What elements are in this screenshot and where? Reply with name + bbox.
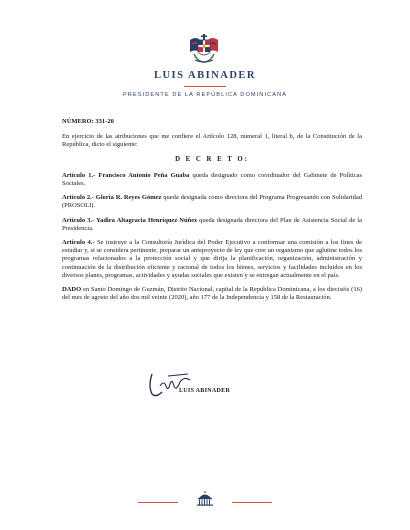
coat-of-arms-icon [186, 30, 222, 66]
article-2 [62, 194, 362, 210]
article-2-lead: Artículo 2.- Gloria R. Reyes Gómez [62, 194, 162, 202]
article-3-lead: Artículo 3.- Yadira Altagracia Henríquez Núñez [62, 216, 197, 224]
document-body [62, 118, 362, 308]
decree-number: NÚMERO: 331-20 [62, 118, 114, 125]
dado-paragraph [62, 286, 362, 302]
article-4 [62, 239, 362, 280]
dado-lead: DADO [62, 286, 82, 294]
article-3 [62, 217, 362, 233]
header-subtitle: PRESIDENTE DE LA REPÚBLICA DOMINICANA [122, 92, 288, 98]
footer-divider-right [232, 502, 272, 503]
intro-paragraph: En ejercicio de las atribuciones que me confiere el Artículo 128, numeral 1, literal b, de la Constitución de la República, dicto el siguiente: [62, 133, 362, 149]
header-divider [184, 86, 226, 87]
footer-divider-left [138, 502, 178, 503]
article-2-text: queda designada como directora del Programa Progresando con Solidaridad (PROSOLI). [62, 194, 362, 210]
decree-heading: D E C R E T O: [175, 155, 249, 163]
article-3-text: queda designada directora del Plan de Asistencia Social de la Presidencia. [62, 216, 362, 232]
palace-icon [195, 491, 215, 506]
article-1-lead: Artículo 1.- Francisco Antonio Peña Guaba [62, 171, 190, 179]
article-4-text: Se instruye a la Consultoría Jurídica del Poder Ejecutivo a conformar una comisión a los fines de estudiar y, si se considera pertinente, preparar un anteproyecto de ley que cree un organismo que aglutine todos los programas relacionados a la protección social y que dirija la planificación, organización, administración y continuación de la distribución eficiente y racional de todos los bienes, servicios y facilidades incluidos en los diversos planes, programas, actividades y ayudas sociales que existen y se entregan actualmente en el país. [62, 239, 362, 279]
signature-name: LUIS ABINADER [179, 388, 231, 394]
article-1-text: queda designado como coordinador del Gabinete de Políticas Sociales. [62, 171, 362, 188]
header-name: LUIS ABINADER [153, 70, 257, 81]
dado-text: en Santo Domingo de Guzmán, Distrito Nacional, capital de la República Dominicana, a los dieciséis (16) del mes de agosto del año dos mil veinte (2020), año 177 de la Independencia y 158 de la Restauración. [62, 286, 362, 302]
handwritten-signature [146, 368, 206, 400]
article-1 [62, 172, 362, 188]
article-4-lead: Artículo 4.- [62, 239, 95, 247]
